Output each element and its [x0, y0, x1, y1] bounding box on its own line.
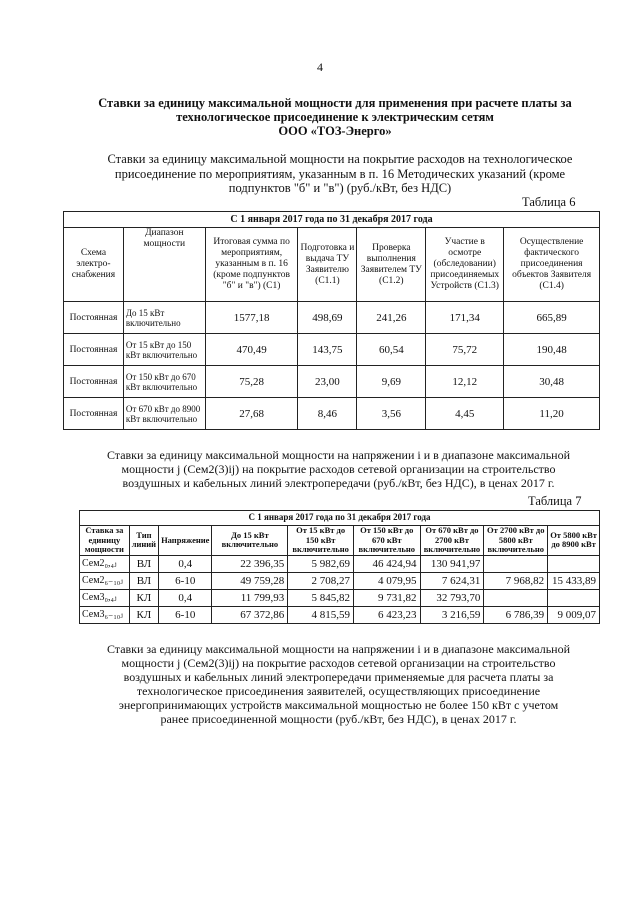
cell-scheme: Постоянная: [64, 398, 124, 430]
cell-rate: Сем2₀,₄ⱼ: [80, 555, 130, 572]
col-header-voltage: Напряжение: [159, 526, 212, 556]
caption-line: воздушных и кабельных линий электропередачи (руб./кВт, без НДС), в ценах 2017 г.: [122, 476, 555, 490]
cell-scheme: Постоянная: [64, 366, 124, 398]
caption-line: подпунктов "б" и "в") (руб./кВт, без НДС): [228, 181, 452, 195]
caption-line: мощности j (Сем2(3)ij) на покрытие расходов сетевой организации на строительство: [121, 462, 556, 476]
cell-r4: 32 793,70: [420, 589, 484, 606]
table-row: [80, 589, 600, 606]
cell-r3: 46 424,94: [353, 555, 420, 572]
cell-r6: 15 433,89: [548, 572, 600, 589]
cell-r3: 4 079,95: [353, 572, 420, 589]
col-header-r2: От 15 кВт до 150 кВт включительно: [288, 526, 354, 556]
table6-label: Таблица 6: [522, 195, 576, 209]
col-header-total: Итоговая сумма по мероприятиям, указанным в п. 16 (кроме подпунктов "б" и "в") (С1): [205, 228, 298, 302]
table7: [79, 510, 600, 624]
cell-total: 1577,18: [205, 302, 298, 334]
cell-c14: 30,48: [504, 366, 600, 398]
cell-c11: 8,46: [298, 398, 357, 430]
col-header-r3: От 150 кВт до 670 кВт включительно: [353, 526, 420, 556]
col-header-c14: Осуществление фактического присоединения объектов Заявителя (С1.4): [504, 228, 600, 302]
cell-c12: 241,26: [357, 302, 426, 334]
cell-r2: 2 708,27: [288, 572, 354, 589]
cell-c14: 190,48: [504, 334, 600, 366]
table7-period: С 1 января 2017 года по 31 декабря 2017 года: [80, 511, 600, 526]
col-header-r4: От 670 кВт до 2700 кВт включительно: [420, 526, 484, 556]
caption-line: энергопринимающих устройств максимальной мощностью не более 150 кВт с учетом: [118, 698, 559, 712]
cell-c12: 60,54: [357, 334, 426, 366]
table-row: [80, 555, 600, 572]
cell-c12: 3,56: [357, 398, 426, 430]
cell-r6: [548, 589, 600, 606]
cell-scheme: Постоянная: [64, 302, 124, 334]
cell-voltage: 0,4: [159, 589, 212, 606]
cell-voltage: 0,4: [159, 555, 212, 572]
caption-line: Ставки за единицу максимальной мощности на напряжении i и в диапазоне максимальной: [106, 642, 571, 656]
cell-range: От 15 кВт до 150 кВт включительно: [123, 334, 205, 366]
cell-line-type: ВЛ: [129, 555, 158, 572]
table7-label: Таблица 7: [528, 494, 582, 508]
table-row: [64, 334, 600, 366]
table6-caption: [100, 152, 580, 196]
col-header-range: Диапазон мощности: [123, 228, 205, 302]
cell-voltage: 6-10: [159, 606, 212, 623]
table-row: [64, 366, 600, 398]
cell-r2: 5 845,82: [288, 589, 354, 606]
cell-r5: 6 786,39: [484, 606, 548, 623]
cell-range: От 670 кВт до 8900 кВт включительно: [123, 398, 205, 430]
cell-scheme: Постоянная: [64, 334, 124, 366]
cell-line-type: КЛ: [129, 589, 158, 606]
title-line: технологическое присоединение к электрическим сетям: [176, 110, 494, 124]
cell-c12: 9,69: [357, 366, 426, 398]
cell-r2: 5 982,69: [288, 555, 354, 572]
cell-c13: 75,72: [426, 334, 504, 366]
cell-r5: 7 968,82: [484, 572, 548, 589]
table-row: [80, 572, 600, 589]
col-header-r5: От 2700 кВт до 5800 кВт включительно: [484, 526, 548, 556]
cell-r3: 9 731,82: [353, 589, 420, 606]
caption-line: Ставки за единицу максимальной мощности на напряжении i и в диапазоне максимальной: [106, 448, 571, 462]
col-header-line-type: Тип линий: [129, 526, 158, 556]
title-line: ООО «ТОЗ-Энерго»: [278, 124, 392, 138]
section3-caption: [90, 642, 587, 726]
col-header-c12: Проверка выполнения Заявителем ТУ (С1.2): [357, 228, 426, 302]
caption-line: технологическое присоединения заявителей, осуществляющих присоединение: [136, 684, 541, 698]
cell-range: От 150 кВт до 670 кВт включительно: [123, 366, 205, 398]
caption-line: присоединение по мероприятиям, указанным в п. 16 Методических указаний (кроме: [114, 166, 566, 181]
cell-r4: 7 624,31: [420, 572, 484, 589]
col-header-r1: До 15 кВт включительно: [212, 526, 288, 556]
cell-r1: 22 396,35: [212, 555, 288, 572]
table-row: [80, 606, 600, 623]
col-header-scheme: Схема электро-снабжения: [64, 228, 124, 302]
cell-r3: 6 423,23: [353, 606, 420, 623]
col-header-rate: Ставка за единицу мощности: [80, 526, 130, 556]
cell-r1: 67 372,86: [212, 606, 288, 623]
caption-line: ранее присоединенной мощности (руб./кВт, без НДС), в ценах 2017 г.: [160, 712, 517, 726]
cell-total: 75,28: [205, 366, 298, 398]
cell-line-type: КЛ: [129, 606, 158, 623]
cell-c11: 498,69: [298, 302, 357, 334]
page-number: 4: [317, 60, 323, 74]
cell-r2: 4 815,59: [288, 606, 354, 623]
cell-rate: Сем2₆₋₁₀ⱼ: [80, 572, 130, 589]
cell-c11: 23,00: [298, 366, 357, 398]
caption-line: мощности j (Сем2(3)ij) на покрытие расходов сетевой организации на строительство: [121, 656, 556, 670]
cell-c13: 12,12: [426, 366, 504, 398]
cell-r6: [548, 555, 600, 572]
title-line: Ставки за единицу максимальной мощности для применения при расчете платы за: [98, 96, 572, 110]
cell-total: 27,68: [205, 398, 298, 430]
cell-r4: 130 941,97: [420, 555, 484, 572]
cell-total: 470,49: [205, 334, 298, 366]
cell-range: До 15 кВт включительно: [123, 302, 205, 334]
cell-r1: 11 799,93: [212, 589, 288, 606]
cell-voltage: 6-10: [159, 572, 212, 589]
cell-c14: 665,89: [504, 302, 600, 334]
cell-c14: 11,20: [504, 398, 600, 430]
cell-rate: Сем3₆₋₁₀ⱼ: [80, 606, 130, 623]
col-header-r6: От 5800 кВт до 8900 кВт: [548, 526, 600, 556]
cell-r4: 3 216,59: [420, 606, 484, 623]
table-row: [64, 398, 600, 430]
cell-r5: [484, 555, 548, 572]
cell-c13: 171,34: [426, 302, 504, 334]
cell-c13: 4,45: [426, 398, 504, 430]
cell-rate: Сем3₀,₄ⱼ: [80, 589, 130, 606]
cell-r6: 9 009,07: [548, 606, 600, 623]
cell-c11: 143,75: [298, 334, 357, 366]
table7-caption: [90, 448, 587, 490]
caption-line: воздушных и кабельных линий электропередачи применяемые для расчета платы за: [123, 670, 554, 684]
table-row: [64, 302, 600, 334]
caption-line: Ставки за единицу максимальной мощности на покрытие расходов на технологическое: [107, 152, 573, 166]
col-header-c11: Подготовка и выдача ТУ Заявителю (С1.1): [298, 228, 357, 302]
table6: [63, 211, 600, 430]
table6-period: С 1 января 2017 года по 31 декабря 2017 года: [64, 212, 600, 228]
cell-line-type: ВЛ: [129, 572, 158, 589]
document-title: [90, 96, 580, 138]
cell-r1: 49 759,28: [212, 572, 288, 589]
col-header-c13: Участие в осмотре (обследовании) присоединяемых Устройств (С1.3): [426, 228, 504, 302]
cell-r5: [484, 589, 548, 606]
